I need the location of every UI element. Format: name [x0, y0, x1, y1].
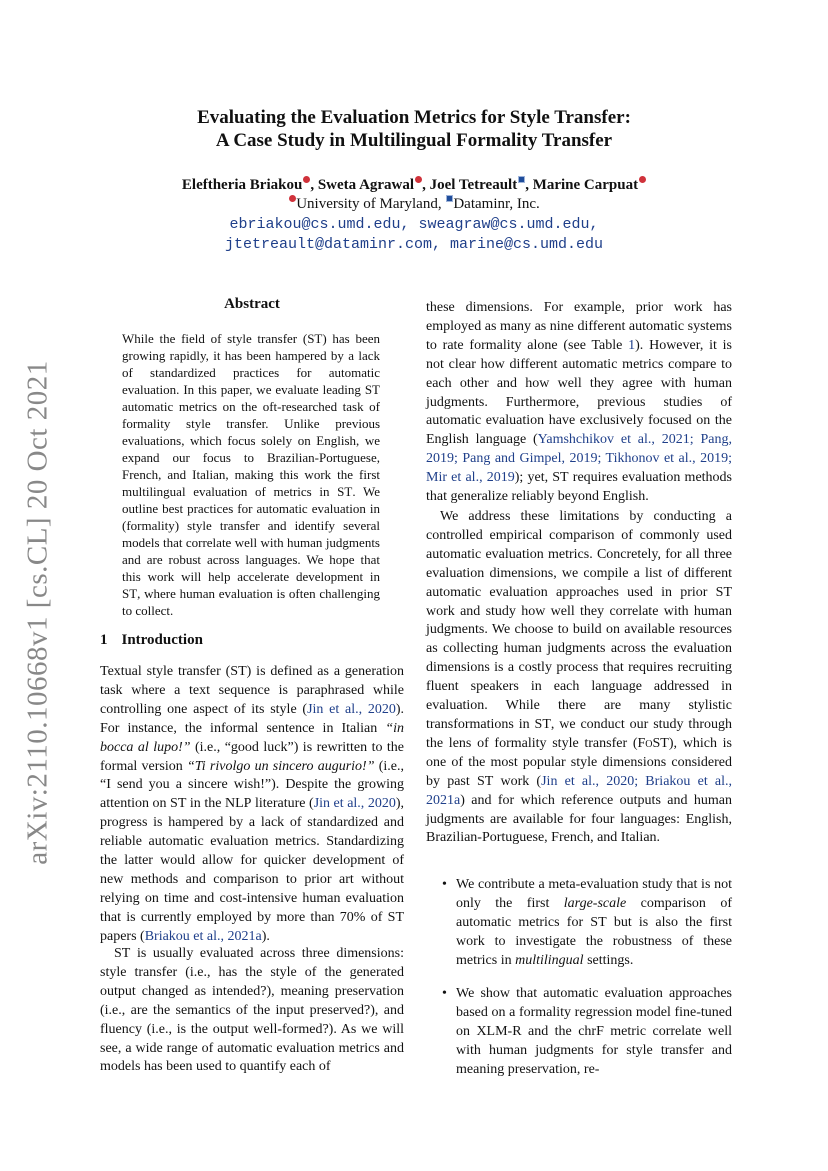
title-line-2: A Case Study in Multilingual Formality Transfer	[215, 130, 613, 151]
intro-paragraph-2: ST is usually evaluated across three dimensions: style transfer (i.e., has the style of the generated output changed as intended?), meaning preservation (i.e., are the semantics of the input preserved?), and fluency (i.e., is the output well-formed?). As we will see, a wide range of automatic evaluation metrics and models has been used to quantify each of	[100, 946, 404, 1075]
citation-link[interactable]: Jin et al., 2020	[307, 701, 396, 717]
section-heading-introduction	[100, 632, 203, 649]
section-title: Introduction	[121, 632, 203, 648]
affiliations: University of Maryland, Dataminr, Inc.	[80, 195, 748, 213]
abstract-heading: Abstract	[224, 296, 280, 312]
abstract-body: While the field of style transfer (ST) has been growing rapidly, it has been hampered by a lack of standardized practices for automatic evaluation. In this paper, we evaluate leading ST automatic metrics on the oft-researched task of formality style transfer. Unlike previous evaluations, which focus solely on English, we expand our focus to Brazilian-Portuguese, French, and Italian, making this work the first multilingual evaluation of metrics in ST. We outline best practices for automatic evaluation in (formality) style transfer and identify several models that correlate well with human judgments and are robust across languages. We hope that this work will help accelerate development in ST, where human evaluation is often challenging to collect.	[122, 331, 381, 618]
paper-title	[100, 106, 728, 152]
right-paragraph-2: We address these limitations by conducting a controlled empirical comparison of commonly used automatic evaluation metrics. Concretely, for all three evaluation dimensions, we compile a list of different automatic evaluation approaches used in prior ST work and study how well they correlate with human judgments. We choose to build on available resources as collecting human judgments across the evaluation dimensions is a costly process that requires recruiting fluent speakers in each language addressed in evaluation. While there are many stylistic transformations in ST, we conduct our study through the lens of formality style transfer (FoST), which is one of the most popular style dimensions considered by past ST work (Jin et al., 2020; Briakou et al., 2021a) and for which reference outputs and human judgments are available for four languages: English, Brazilian-Portuguese, French, and Italian.	[426, 509, 732, 846]
author-name: Sweta Agrawal	[317, 177, 415, 193]
title-line-1: Evaluating the Evaluation Metrics for Style Transfer:	[197, 107, 631, 128]
email-line-2[interactable]: jtetreault@dataminr.com, marine@cs.umd.edu	[224, 236, 604, 253]
author-name: Eleftheria Briakou	[181, 177, 303, 193]
umd-affiliation-icon	[639, 176, 646, 183]
citation-link[interactable]: Briakou et al., 2021a	[144, 928, 262, 944]
umd-affiliation-icon	[415, 176, 422, 183]
list-item: • We show that automatic evaluation approaches based on a formality regression model fine-tuned on XLM-R and the chrF metric correlate well with human judgments for style transfer and meaning preservation, re-	[426, 985, 732, 1080]
right-paragraph-1: these dimensions. For example, prior work has employed as many as nine different automatic systems to rate formality alone (see Table 1). However, it is not clear how different automatic metrics compare to each other and how well they agree with human judgments. Furthermore, previous studies of automatic evaluation have exclusively focused on the English language (Yamshchikov et al., 2021; Pang, 2019; Pang and Gimpel, 2019; Tikhonov et al., 2019; Mir et al., 2019); yet, ST requires evaluation methods that generalize reliably beyond English.	[426, 300, 733, 505]
citation-link[interactable]: Yamshchikov et al., 2021; Pang, 2019; Pang and Gimpel, 2019; Tikhonov et al., 2019; Mir et al., 2019	[426, 432, 732, 486]
citation-link[interactable]: Jin et al., 2020	[313, 796, 396, 812]
citation-link[interactable]: Jin et al., 2020; Briakou et al., 2021a	[426, 773, 732, 808]
list-item: • We contribute a meta-evaluation study that is not only the first large-scale comparison of automatic metrics for ST but is also the first work to investigate the robustness of these metrics in multilingual settings.	[426, 876, 732, 971]
email-line-1[interactable]: ebriakou@cs.umd.edu, sweagraw@cs.umd.edu,	[229, 216, 599, 233]
intro-paragraph-1: Textual style transfer (ST) is defined as a generation task where a text sequence is paraphrased while controlling one aspect of its style (Jin et al., 2020). For instance, the informal sentence in Italian “in bocca al lupo!” (i.e., “good luck”) is rewritten to the formal version “Ti rivolgo un sincero augurio!” (i.e., “I send you a sincere wish!”). Despite the growing attention on ST in the NLP literature (Jin et al., 2020), progress is hampered by a lack of standardized and reliable automatic evaluation metrics. Standardizing the latter would allow for quicker development of new methods and comparison to prior art without relying on time and cost-intensive human evaluation that is currently employed by more than 70% of ST papers (Briakou et al., 2021a).	[100, 664, 405, 944]
author-name: Joel Tetreault	[429, 177, 518, 193]
arxiv-stamp: arXiv:2110.10668v1 [cs.CL] 20 Oct 2021	[21, 360, 54, 865]
author-name: Marine Carpuat	[532, 177, 639, 193]
contribution-list	[426, 985, 732, 1080]
section-number: 1	[100, 632, 108, 648]
author-list: Eleftheria Briakou , Sweta Agrawal , Joel Tetreault , Marine Carpuat	[80, 176, 748, 194]
contribution-list	[426, 876, 732, 971]
table-ref-link[interactable]: 1	[628, 337, 636, 353]
